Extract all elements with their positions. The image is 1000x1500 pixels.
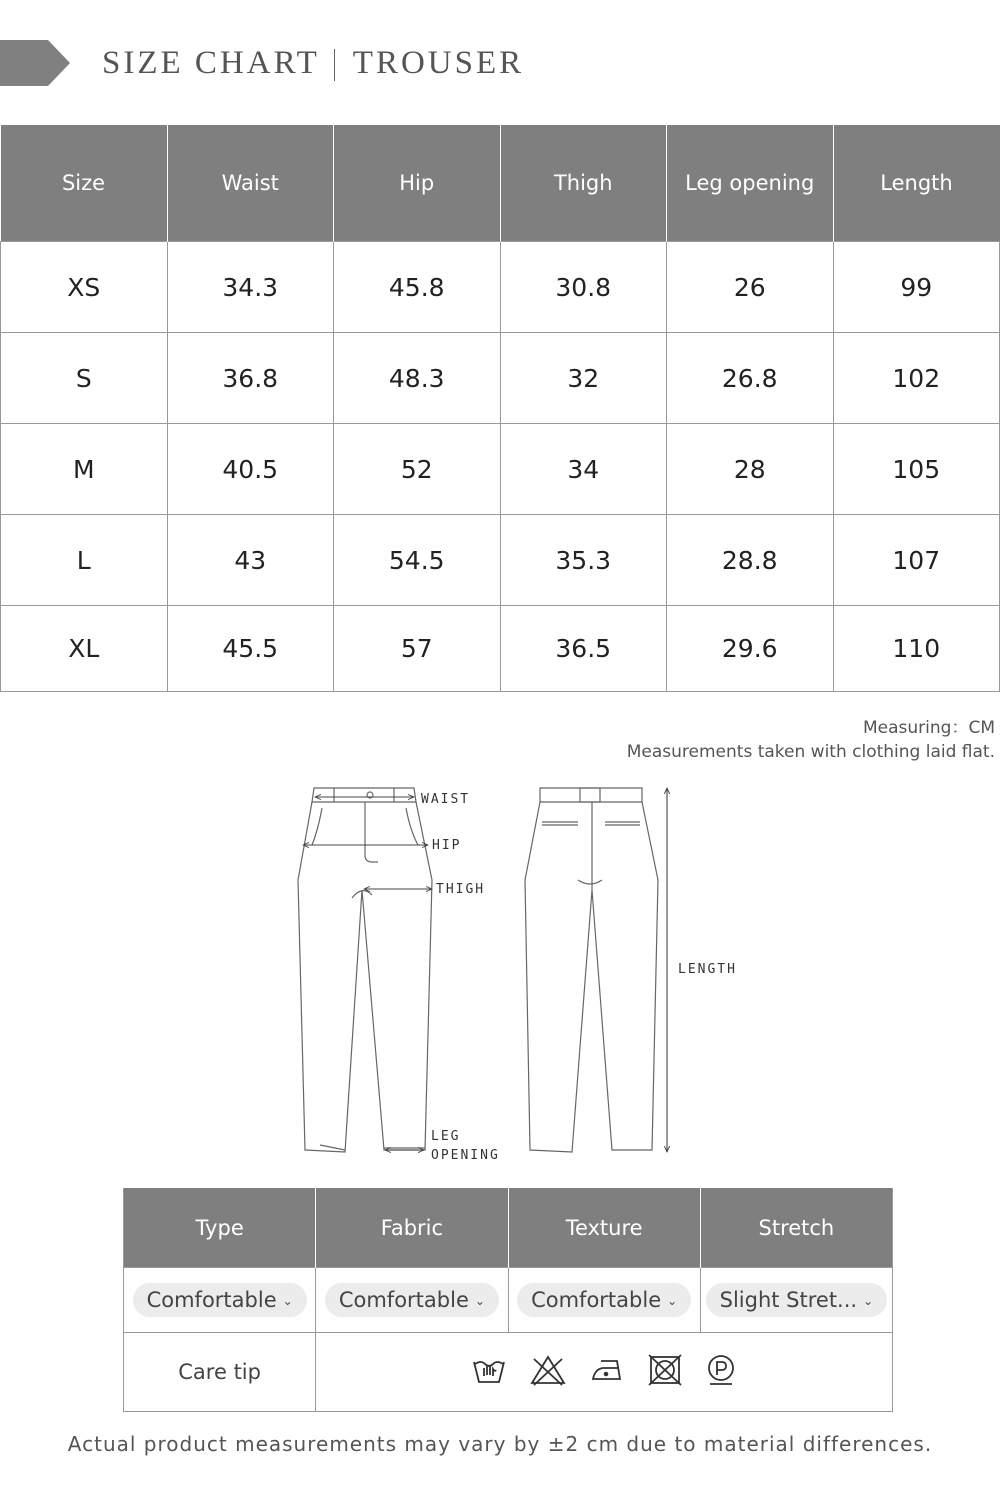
column-header: Size bbox=[1, 125, 168, 242]
do-not-bleach-icon bbox=[529, 1354, 567, 1386]
texture-dropdown[interactable] bbox=[517, 1283, 691, 1317]
info-table-header-row bbox=[124, 1188, 893, 1268]
table-cell: 48.3 bbox=[334, 333, 501, 424]
leg-label: LEG bbox=[431, 1129, 461, 1144]
professional-dry-clean-icon bbox=[705, 1354, 737, 1386]
stretch-dropdown[interactable] bbox=[706, 1283, 888, 1317]
column-header: Stretch bbox=[700, 1188, 892, 1268]
measurement-arrows bbox=[303, 788, 667, 1152]
table-cell bbox=[124, 1268, 316, 1333]
table-cell: L bbox=[1, 515, 168, 606]
table-row bbox=[1, 515, 1000, 606]
type-dropdown[interactable] bbox=[133, 1283, 307, 1317]
table-cell: 26 bbox=[667, 242, 834, 333]
size-chart-table bbox=[0, 125, 1000, 692]
disclaimer-text: Actual product measurements may vary by ±2 cm due to material differences. bbox=[67, 1432, 933, 1456]
chevron-down-icon: ⌄ bbox=[863, 1294, 874, 1308]
table-cell: 34 bbox=[500, 424, 667, 515]
table-cell: 45.5 bbox=[167, 606, 334, 692]
size-table-header-row bbox=[1, 125, 1000, 242]
table-cell: 45.8 bbox=[334, 242, 501, 333]
page-header bbox=[0, 40, 1000, 86]
table-cell: 102 bbox=[833, 333, 1000, 424]
table-cell: 28.8 bbox=[667, 515, 834, 606]
table-cell: 28 bbox=[667, 424, 834, 515]
table-cell bbox=[508, 1268, 700, 1333]
table-cell: 30.8 bbox=[500, 242, 667, 333]
length-label: LENGTH bbox=[678, 962, 737, 977]
table-cell: S bbox=[1, 333, 168, 424]
table-cell: XL bbox=[1, 606, 168, 692]
table-row bbox=[124, 1268, 893, 1333]
trouser-back-drawing bbox=[525, 788, 658, 1152]
table-cell: 57 bbox=[334, 606, 501, 692]
column-header: Waist bbox=[167, 125, 334, 242]
table-cell: 110 bbox=[833, 606, 1000, 692]
table-cell: 29.6 bbox=[667, 606, 834, 692]
table-row bbox=[1, 424, 1000, 515]
do-not-tumble-dry-icon bbox=[647, 1354, 683, 1386]
table-cell: 99 bbox=[833, 242, 1000, 333]
hip-label: HIP bbox=[432, 838, 462, 853]
table-cell: 34.3 bbox=[167, 242, 334, 333]
table-cell: 35.3 bbox=[500, 515, 667, 606]
table-cell bbox=[316, 1268, 508, 1333]
table-row bbox=[1, 606, 1000, 692]
dropdown-value: Comfortable bbox=[338, 1288, 469, 1312]
table-cell: 36.8 bbox=[167, 333, 334, 424]
table-cell: 26.8 bbox=[667, 333, 834, 424]
fabric-info-table bbox=[123, 1188, 893, 1412]
fabric-dropdown[interactable] bbox=[325, 1283, 499, 1317]
column-header: Fabric bbox=[316, 1188, 508, 1268]
chevron-down-icon: ⌄ bbox=[474, 1294, 485, 1308]
table-cell: 40.5 bbox=[167, 424, 334, 515]
waist-label: WAIST bbox=[421, 792, 471, 807]
page-title bbox=[102, 40, 524, 86]
chevron-down-icon: ⌄ bbox=[282, 1294, 293, 1308]
table-cell: 36.5 bbox=[500, 606, 667, 692]
title-sub: TROUSER bbox=[352, 45, 525, 81]
dropdown-value: Slight Stret... bbox=[719, 1288, 858, 1312]
thigh-label: THIGH bbox=[436, 882, 486, 897]
table-cell: 52 bbox=[334, 424, 501, 515]
title-separator bbox=[334, 49, 335, 81]
measurement-method-note: Measurements taken with clothing laid flat. bbox=[626, 742, 995, 762]
opening-label: OPENING bbox=[431, 1148, 500, 1163]
table-cell: 32 bbox=[500, 333, 667, 424]
table-cell: 43 bbox=[167, 515, 334, 606]
table-cell: 105 bbox=[833, 424, 1000, 515]
table-cell: XS bbox=[1, 242, 168, 333]
table-row bbox=[1, 242, 1000, 333]
trouser-measurement-diagram bbox=[0, 770, 1000, 1170]
column-header: Thigh bbox=[500, 125, 667, 242]
column-header: Texture bbox=[508, 1188, 700, 1268]
column-header: Type bbox=[124, 1188, 316, 1268]
title-main: SIZE CHART bbox=[102, 45, 320, 81]
table-row bbox=[1, 333, 1000, 424]
table-cell: 54.5 bbox=[334, 515, 501, 606]
dropdown-value: Comfortable bbox=[146, 1288, 277, 1312]
chevron-marker-icon bbox=[0, 40, 70, 86]
iron-low-icon bbox=[589, 1355, 625, 1385]
trouser-front-drawing bbox=[298, 788, 432, 1152]
column-header: Leg opening bbox=[667, 125, 834, 242]
table-cell: M bbox=[1, 424, 168, 515]
care-tip-row bbox=[124, 1333, 893, 1412]
column-header: Length bbox=[833, 125, 1000, 242]
dropdown-value: Comfortable bbox=[531, 1288, 662, 1312]
care-icons-cell bbox=[316, 1333, 893, 1412]
chevron-down-icon: ⌄ bbox=[667, 1294, 678, 1308]
table-cell bbox=[700, 1268, 892, 1333]
care-tip-label: Care tip bbox=[124, 1333, 316, 1412]
column-header: Hip bbox=[334, 125, 501, 242]
table-cell: 107 bbox=[833, 515, 1000, 606]
unit-note: Measuring：CM bbox=[863, 718, 995, 738]
hand-wash-icon bbox=[471, 1354, 507, 1386]
